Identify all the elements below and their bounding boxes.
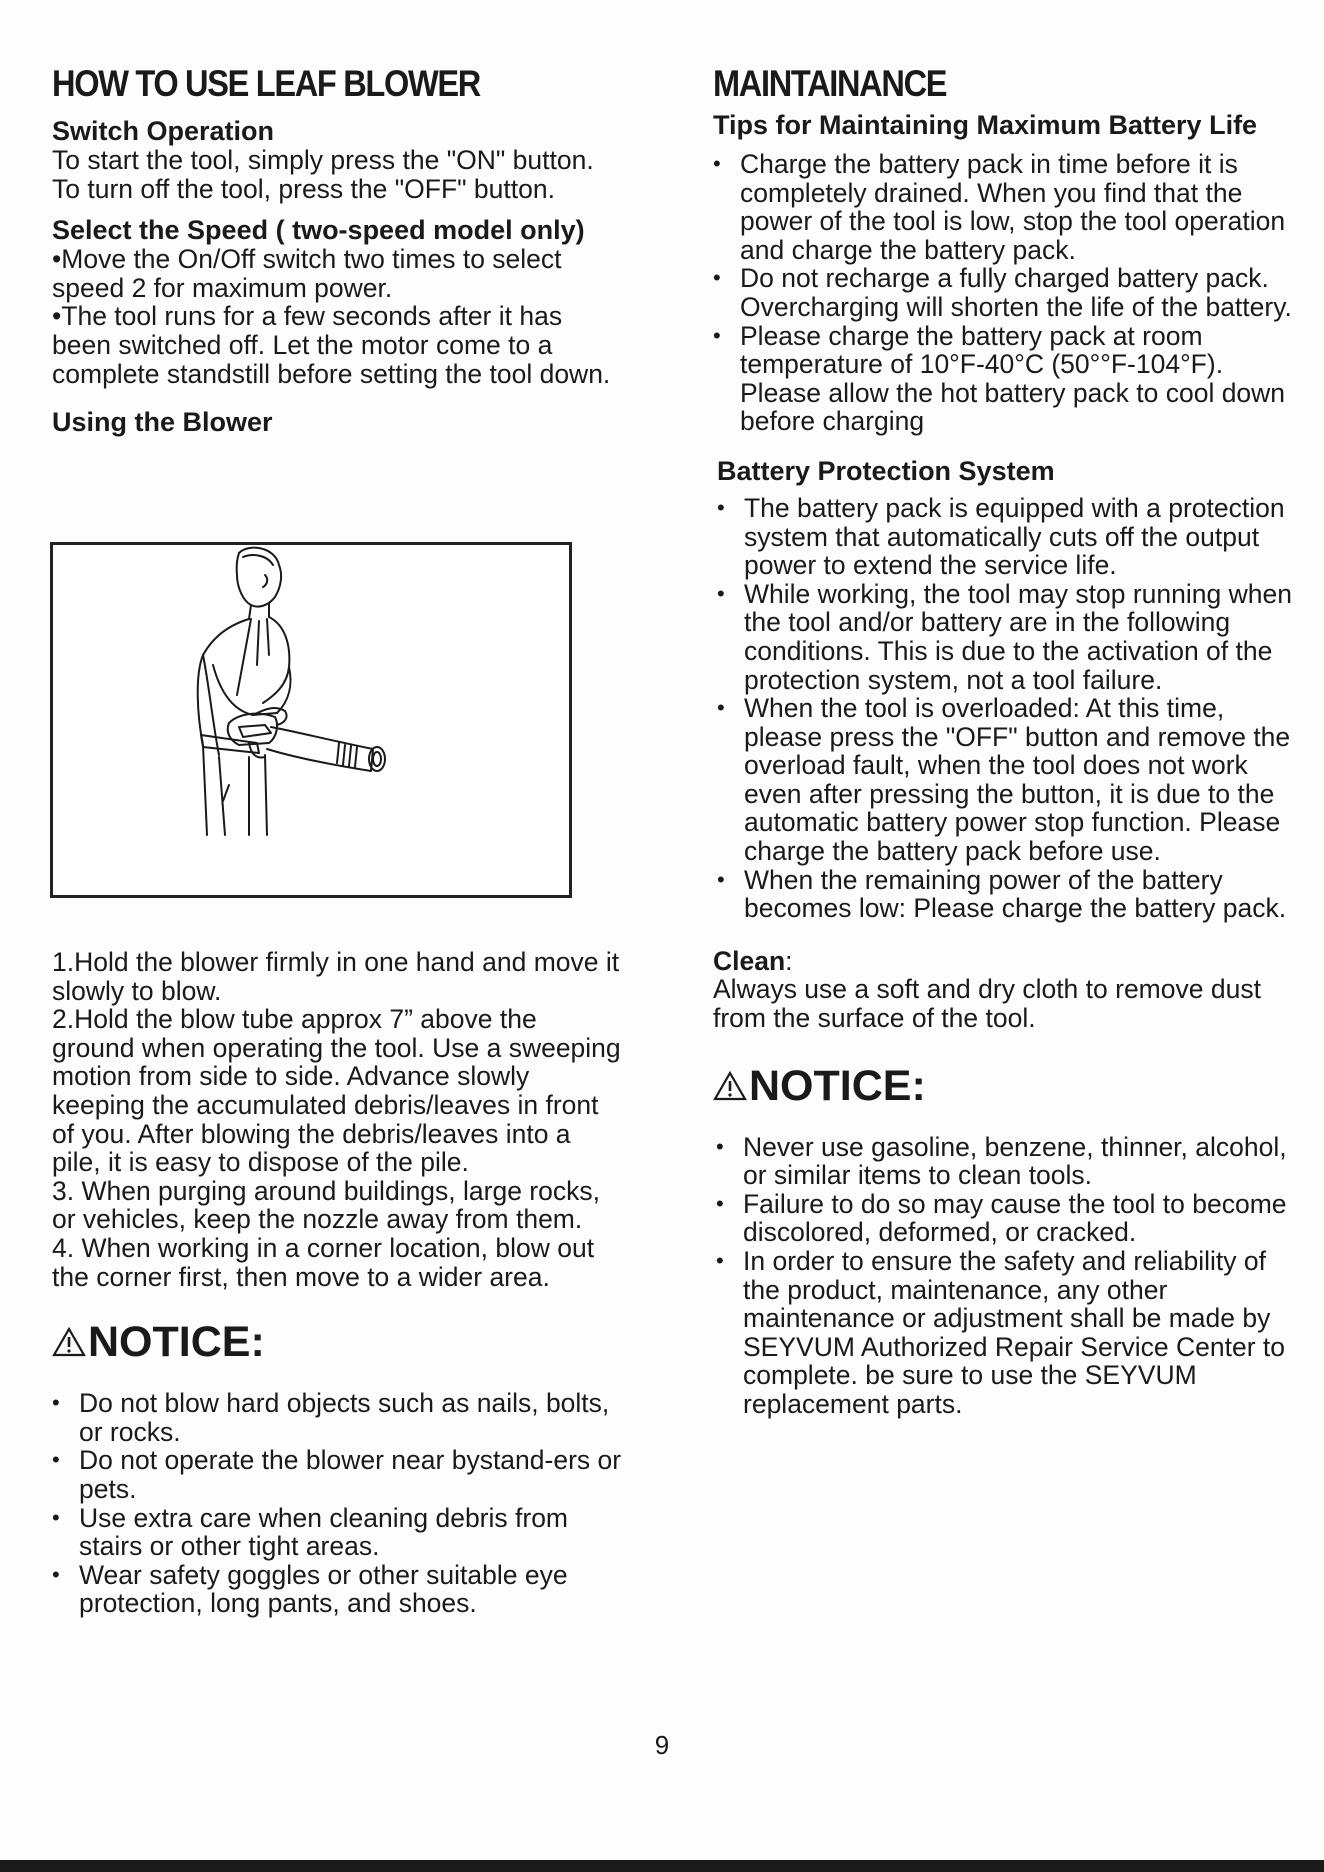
tips-list <box>713 150 1298 436</box>
left-column <box>52 60 622 437</box>
clean-text: Always use a soft and dry cloth to remove dust from the surface of the tool. <box>713 974 1261 1034</box>
switch-operation-text: To start the tool, simply press the "ON" button. To turn off the tool, press the "OFF" button. <box>52 145 594 204</box>
clean-colon: : <box>785 945 793 976</box>
right-notice-list <box>713 1133 1298 1419</box>
warning-triangle-icon <box>52 1327 86 1357</box>
notice-item: • Failure to do so may cause the tool to become discolored, deformed, or cracked. <box>716 1190 1298 1247</box>
section-title-how-to-use: HOW TO USE LEAF BLOWER <box>52 63 480 104</box>
blower-step: 2.Hold the blow tube approx 7” above the ground when operating the tool. Use a sweeping motion from side to side. Advance slowly keeping the accumulated debris/leaves in front of you. After blowing the debris/leaves into a pile, it is easy to dispose of the pile. <box>52 1004 621 1178</box>
notice-item: • Wear safety goggles or other suitable eye protection, long pants, and shoes. <box>52 1561 622 1618</box>
right-notice-heading <box>713 1061 1298 1111</box>
notice-item: • Never use gasoline, benzene, thinner, alcohol, or similar items to clean tools. <box>716 1133 1298 1190</box>
tips-heading: Tips for Maintaining Maximum Battery Life <box>713 110 1258 140</box>
right-column <box>713 60 1298 1419</box>
warning-triangle-icon <box>713 1071 747 1101</box>
switch-operation-heading: Switch Operation <box>52 116 275 146</box>
blower-step: 3. When purging around buildings, large rocks, or vehicles, keep the nozzle away from them. <box>52 1175 600 1235</box>
notice-item: • Do not blow hard objects such as nails, bolts, or rocks. <box>52 1389 622 1446</box>
notice-item: • In order to ensure the safety and reliability of the product, maintenance, any other maintenance or adjustment shall be made by SEYVUM Authorized Repair Service Center to complete. be sure to use the SEYVUM replacement parts. <box>716 1247 1298 1419</box>
tip-item: • Please charge the battery pack at room temperature of 10°F-40°C (50°°F-104°F). Please allow the hot battery pack to cool down before charging <box>713 322 1298 436</box>
blower-illustration <box>50 542 572 898</box>
protection-item: • When the tool is overloaded: At this time, please press the "OFF" button and remove the overload fault, when the tool does not work even after pressing the button, it is due to the automatic battery power stop function. Please charge the battery pack before use. <box>717 694 1298 866</box>
left-notice-title: NOTICE: <box>88 1318 265 1367</box>
blower-step: 4. When working in a corner location, blow out the corner first, then move to a wider area. <box>52 1232 595 1292</box>
notice-item: • Do not operate the blower near bystand-ers or pets. <box>52 1446 622 1503</box>
page-number: 9 <box>654 1730 670 1760</box>
protection-item: • When the remaining power of the battery becomes low: Please charge the battery pack. <box>717 866 1298 923</box>
clean-heading-line <box>713 947 1298 976</box>
section-title-maintenance: MAINTAINANCE <box>713 63 947 104</box>
protection-item: • The battery pack is equipped with a protection system that automatically cuts off the output power to extend the service life. <box>717 494 1298 580</box>
left-notice-list <box>52 1389 622 1618</box>
speed-line: •The tool runs for a few seconds after it has been switched off. Let the motor come to a complete standstill before setting the tool down. <box>52 301 611 389</box>
left-notice-heading <box>52 1317 622 1367</box>
protection-list <box>713 494 1298 923</box>
blower-step: 1.Hold the blower firmly in one hand and move it slowly to blow. <box>52 947 620 1006</box>
person-using-blower-drawing <box>53 545 569 895</box>
blower-steps <box>52 948 622 1618</box>
tip-item: • Do not recharge a fully charged battery pack. Overcharging will shorten the life of the battery. <box>713 264 1298 321</box>
using-blower-heading: Using the Blower <box>52 407 273 438</box>
bottom-border <box>0 1860 1324 1872</box>
clean-heading: Clean <box>713 945 786 976</box>
right-notice-title: NOTICE: <box>749 1061 926 1110</box>
protection-heading: Battery Protection System <box>717 455 1055 486</box>
speed-line: •Move the On/Off switch two times to select speed 2 for maximum power. <box>52 244 562 303</box>
select-speed-heading: Select the Speed ( two-speed model only) <box>52 215 585 246</box>
tip-item: • Charge the battery pack in time before it is completely drained. When you find that the power of the tool is low, stop the tool operation and charge the battery pack. <box>713 150 1298 264</box>
notice-item: • Use extra care when cleaning debris from stairs or other tight areas. <box>52 1504 622 1561</box>
protection-item: • While working, the tool may stop running when the tool and/or battery are in the following conditions. This is due to the activation of the protection system, not a tool failure. <box>717 580 1298 694</box>
